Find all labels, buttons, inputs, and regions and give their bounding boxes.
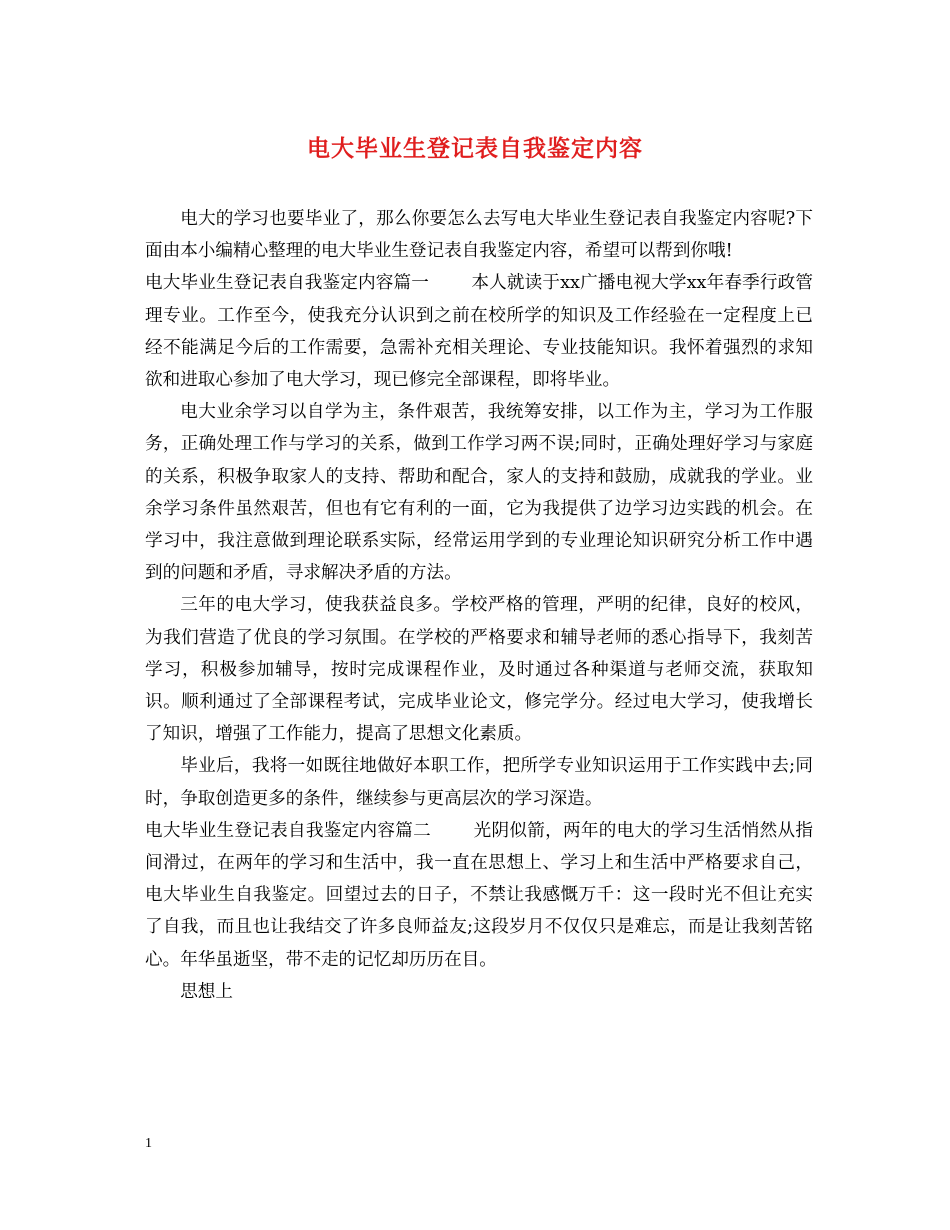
paragraph-part-one — [145, 267, 813, 396]
paragraph-gains: 三年的电大学习，使我获益良多。学校严格的管理，严明的纪律，良好的校风，为我们营造了优良的学习氛围。在学校的严格要求和辅导老师的悉心指导下，我刻苦学习，积极参加辅导，按时完成课程作业，及时通过各种渠道与老师交流，获取知识。顺利通过了全部课程考试，完成毕业论文，修完学分。经过电大学习，使我增长了知识，增强了工作能力，提高了思想文化素质。 — [145, 595, 813, 745]
section-heading-part-one: 电大毕业生登记表自我鉴定内容篇一 — [145, 273, 429, 294]
document-title: 电大毕业生登记表自我鉴定内容 — [307, 135, 643, 162]
paragraph-study-method: 电大业余学习以自学为主，条件艰苦，我统筹安排，以工作为主，学习为工作服务，正确处理工作与学习的关系，做到工作学习两不误;同时，正确处理好学习与家庭的关系，积极争取家人的支持、帮助和配合，家人的支持和鼓励，成就我的学业。业余学习条件虽然艰苦，但也有它有利的一面，它为我提供了边学习边实践的机会。在学习中，我注意做到理论联系实际，经常运用学到的专业理论知识研究分析工作中遇到的问题和矛盾，寻求解决矛盾的方法。 — [145, 402, 813, 584]
paragraph-after-graduation: 毕业后，我将一如既往地做好本职工作，把所学专业知识运用于工作实践中去;同时，争取创造更多的条件，继续参与更高层次的学习深造。 — [145, 756, 813, 809]
paragraph-part-two — [145, 815, 813, 976]
paragraph-ideology-heading: 思想上 — [180, 981, 233, 1002]
paragraph-intro: 电大的学习也要毕业了，那么你要怎么去写电大毕业生登记表自我鉴定内容呢?下面由本小编精心整理的电大毕业生登记表自我鉴定内容，希望可以帮到你哦! — [145, 209, 813, 262]
page-number: 1 — [145, 1136, 152, 1151]
paragraph-part-one-text: 本人就读于xx广播电视大学xx年春季行政管理专业。工作至今，使我充分认识到之前在校所学的知识及工作经验在一定程度上已经不能满足今后的工作需要，急需补充相关理论、专业技能知识。我怀着强烈的求知欲和进取心参加了电大学习，现已修完全部课程，即将毕业。 — [145, 273, 813, 391]
document-body — [145, 203, 813, 1008]
paragraph-part-two-text: 光阴似箭，两年的电大的学习生活悄然从指间滑过，在两年的学习和生活中，我一直在思想上、学习上和生活中严格要求自己，电大毕业生自我鉴定。回望过去的日子，不禁让我感慨万千：这一段时光不但让充实了自我，而且也让我结交了许多良师益友;这段岁月不仅仅只是难忘，而是让我刻苦铭心。年华虽逝坚，带不走的记忆却历历在目。 — [145, 820, 813, 970]
section-heading-part-two: 电大毕业生登记表自我鉴定内容篇二 — [145, 820, 432, 841]
